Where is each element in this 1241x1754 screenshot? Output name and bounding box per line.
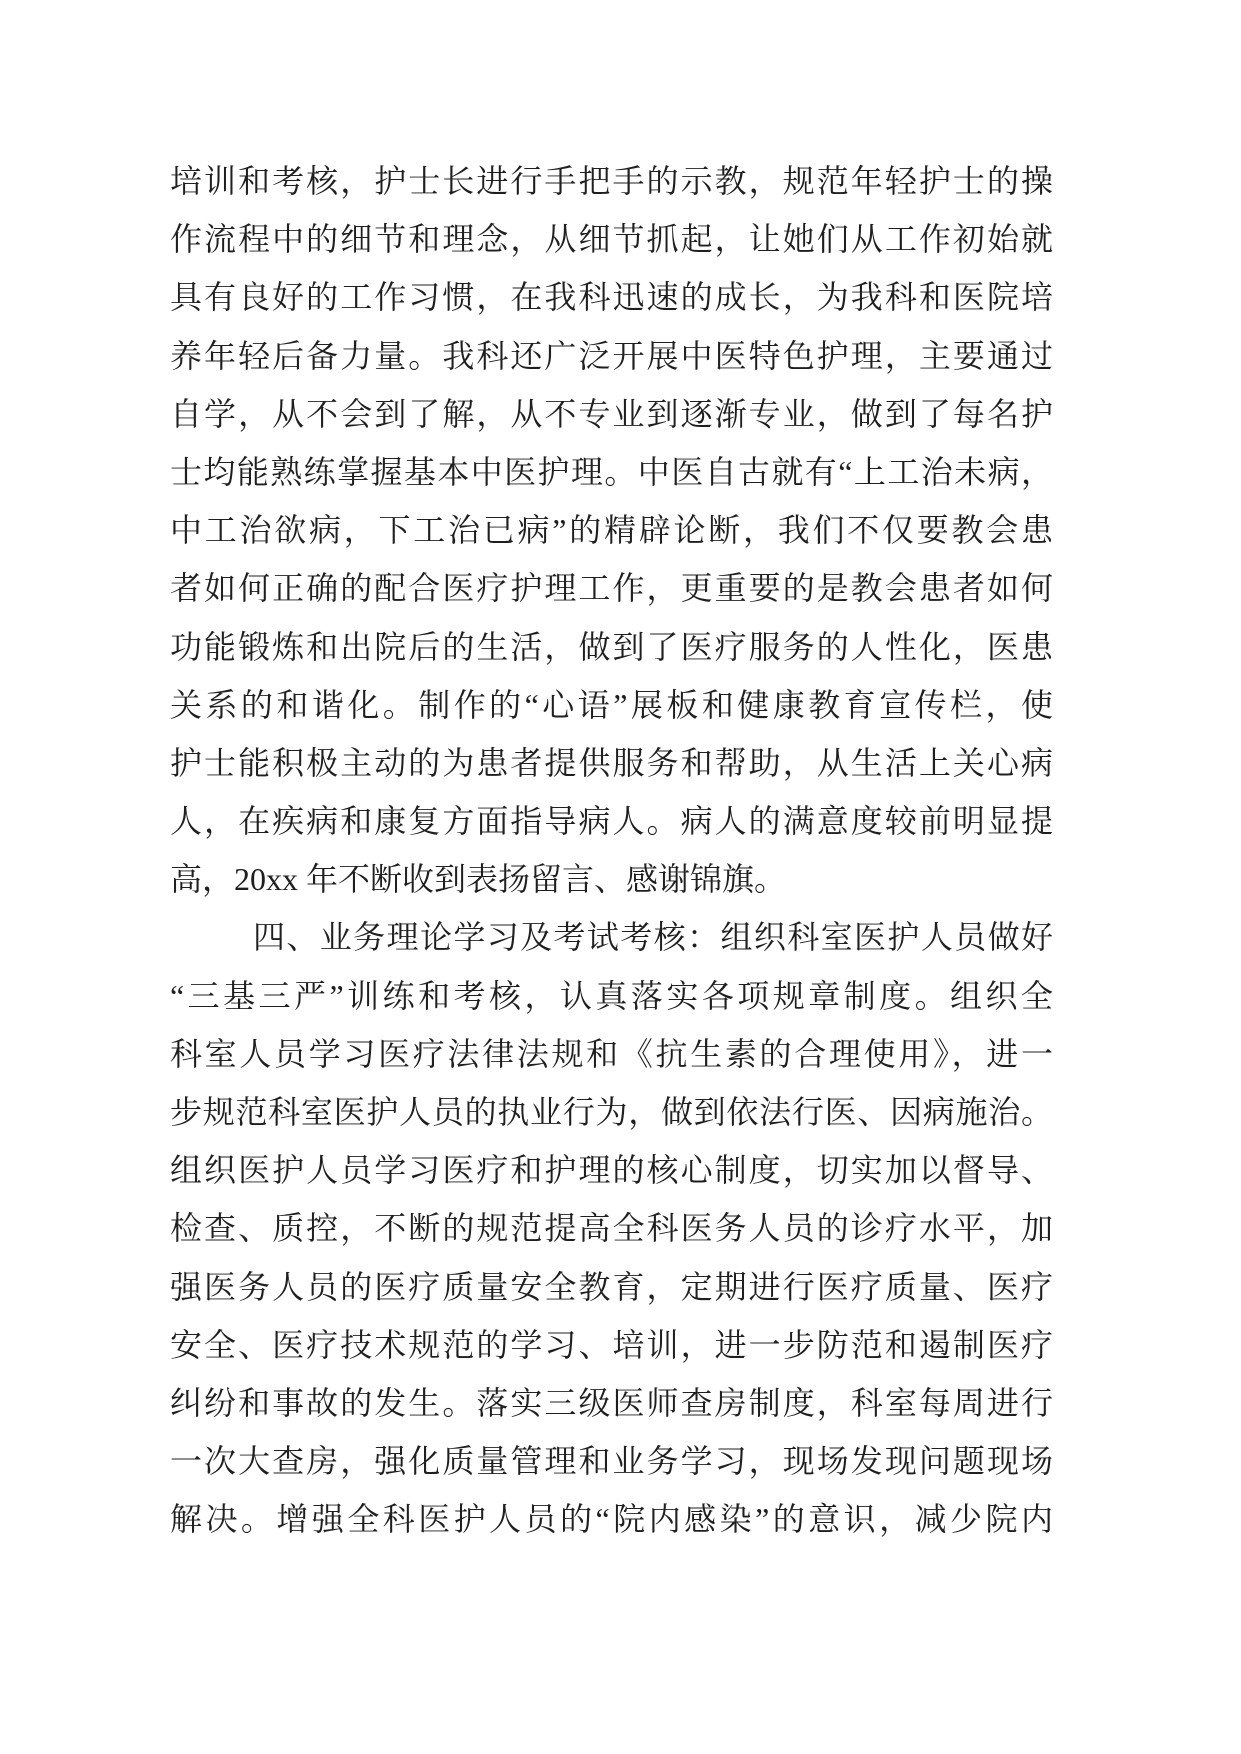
text-line-14: 四、业务理论学习及考试考核：组织科室医护人员做好 — [253, 919, 1053, 956]
text-block — [170, 152, 1053, 1549]
text-line-12: 人，在疾病和康复方面指导病人。病人的满意度较前明显提 — [170, 803, 1053, 840]
text-line-6: 士均能熟练掌握基本中医护理。中医自古就有“上工治未病， — [170, 453, 1053, 490]
text-line-11: 护士能积极主动的为患者提供服务和帮助，从生活上关心病 — [170, 744, 1053, 781]
text-line-9: 功能锻炼和出院后的生活，做到了医疗服务的人性化，医患 — [170, 628, 1053, 665]
text-line-24: 解决。增强全科医护人员的“院内感染”的意识，减少院内 — [170, 1501, 1053, 1538]
text-line-22: 纠纷和事故的发生。落实三级医师查房制度，科室每周进行 — [170, 1384, 1053, 1421]
text-line-4: 养年轻后备力量。我科还广泛开展中医特色护理，主要通过 — [170, 337, 1053, 374]
text-line-18: 组织医护人员学习医疗和护理的核心制度，切实加以督导、 — [170, 1152, 1053, 1189]
text-line-1: 培训和考核，护士长进行手把手的示教，规范年轻护士的操 — [170, 163, 1053, 199]
text-line-16: 科室人员学习医疗法律法规和《抗生素的合理使用》，进一 — [170, 1035, 1053, 1072]
text-line-23: 一次大查房，强化质量管理和业务学习，现场发现问题现场 — [170, 1443, 1053, 1480]
text-line-2: 作流程中的细节和理念，从细节抓起，让她们从工作初始就 — [170, 221, 1053, 258]
text-line-8: 者如何正确的配合医疗护理工作，更重要的是教会患者如何 — [170, 570, 1053, 607]
text-line-13: 高，20xx 年不断收到表扬留言、感谢锦旗。 — [170, 861, 787, 898]
text-line-3: 具有良好的工作习惯，在我科迅速的成长，为我科和医院培 — [170, 279, 1053, 316]
text-line-17: 步规范科室医护人员的执业行为，做到依法行医、因病施治。 — [170, 1094, 1053, 1130]
text-line-19: 检查、质控，不断的规范提高全科医务人员的诊疗水平，加 — [170, 1210, 1053, 1247]
text-line-10: 关系的和谐化。制作的“心语”展板和健康教育宣传栏，使 — [170, 686, 1053, 723]
text-line-7: 中工治欲病，下工治已病”的精辟论断，我们不仅要教会患 — [170, 512, 1053, 549]
text-line-5: 自学，从不会到了解，从不专业到逐渐专业，做到了每名护 — [170, 395, 1053, 432]
text-line-20: 强医务人员的医疗质量安全教育，定期进行医疗质量、医疗 — [170, 1268, 1053, 1305]
text-line-15: “三基三严”训练和考核，认真落实各项规章制度。组织全 — [170, 977, 1053, 1014]
text-line-21: 安全、医疗技术规范的学习、培训，进一步防范和遏制医疗 — [170, 1326, 1053, 1363]
